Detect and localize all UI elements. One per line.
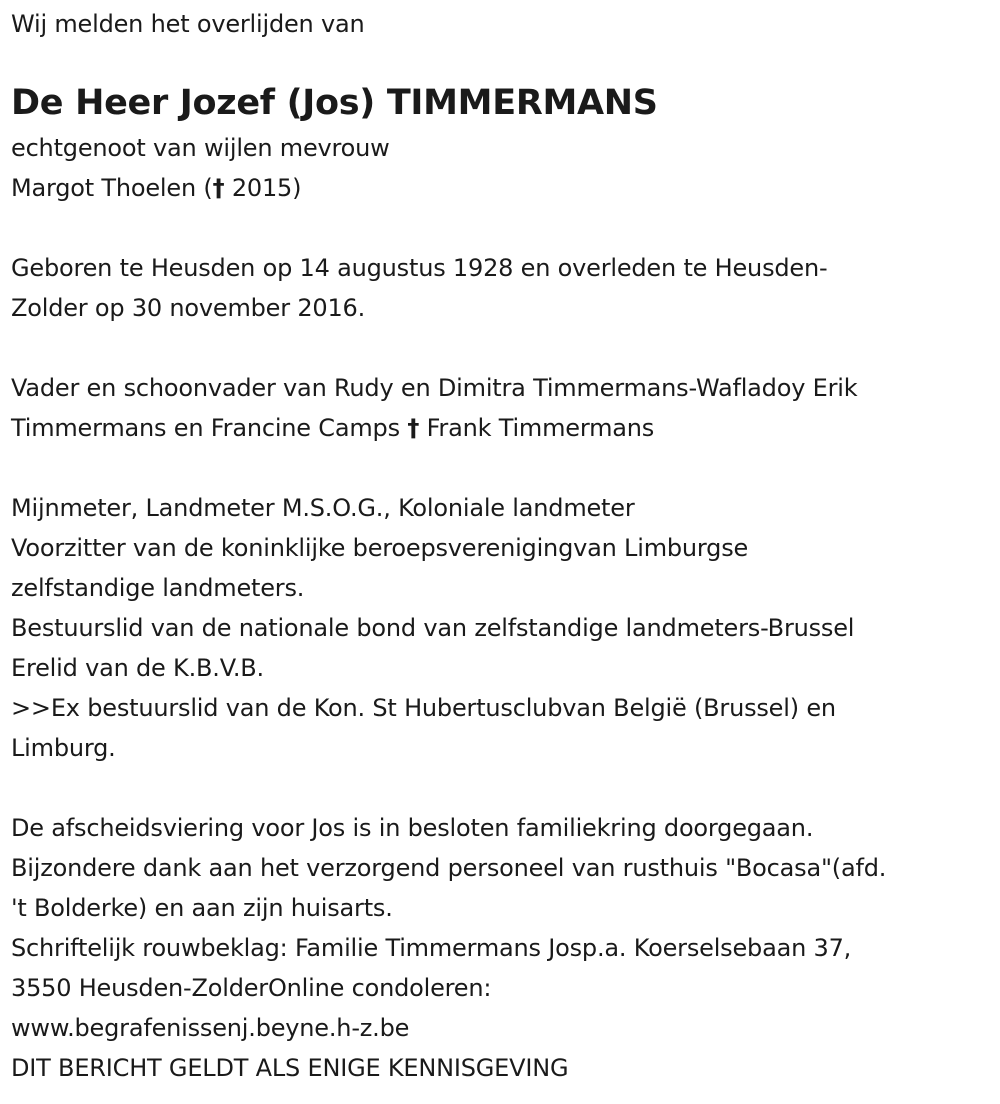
family-line-1: Vader en schoonvader van Rudy en Dimitra Timmermans-Wafladoy Erik <box>11 374 858 402</box>
birth-line-2: Zolder op 30 november 2016. <box>11 294 366 322</box>
career-line: Voorzitter van de koninklijke beroepsverenigingvan Limburgse <box>11 534 749 562</box>
spouse-line-1: echtgenoot van wijlen mevrouw <box>11 134 390 162</box>
notice-disclaimer: DIT BERICHT GELDT ALS ENIGE KENNISGEVING <box>11 1054 569 1082</box>
spouse-death-year: 2015) <box>224 174 302 202</box>
spacer <box>11 208 991 248</box>
closing-line: 't Bolderke) en aan zijn huisarts. <box>11 894 393 922</box>
spouse-name: Margot Thoelen ( <box>11 174 213 202</box>
closing-line: De afscheidsviering voor Jos is in besloten familiekring doorgegaan. <box>11 814 814 842</box>
birth-line-1: Geboren te Heusden op 14 augustus 1928 en overleden te Heusden- <box>11 254 828 282</box>
cross-icon: † <box>407 414 420 442</box>
intro-text: Wij melden het overlijden van <box>11 10 365 38</box>
career-line: >>Ex bestuurslid van de Kon. St Hubertusclubvan België (Brussel) en <box>11 694 836 722</box>
deceased-name: De Heer Jozef (Jos) TIMMERMANS <box>11 83 658 123</box>
spacer <box>11 328 991 368</box>
family-line-2 <box>11 408 991 448</box>
career-line: Erelid van de K.B.V.B. <box>11 654 264 682</box>
career-line: Mijnmeter, Landmeter M.S.O.G., Koloniale landmeter <box>11 494 635 522</box>
death-notice <box>11 4 991 1088</box>
condolence-website: www.begrafenissenj.beyne.h-z.be <box>11 1014 410 1042</box>
cross-icon: † <box>212 174 225 202</box>
closing-line: Bijzondere dank aan het verzorgend personeel van rusthuis "Bocasa"(afd. <box>11 854 887 882</box>
spouse-line-2 <box>11 168 991 208</box>
spacer <box>11 768 991 808</box>
closing-line: 3550 Heusden-ZolderOnline condoleren: <box>11 974 492 1002</box>
closing-line: Schriftelijk rouwbeklag: Familie Timmermans Josp.a. Koerselsebaan 37, <box>11 934 852 962</box>
family-line-2-end: Frank Timmermans <box>419 414 655 442</box>
family-line-2-start: Timmermans en Francine Camps <box>11 414 408 442</box>
career-line: Bestuurslid van de nationale bond van zelfstandige landmeters-Brussel <box>11 614 855 642</box>
spacer <box>11 448 991 488</box>
career-line: zelfstandige landmeters. <box>11 574 305 602</box>
career-line: Limburg. <box>11 734 116 762</box>
